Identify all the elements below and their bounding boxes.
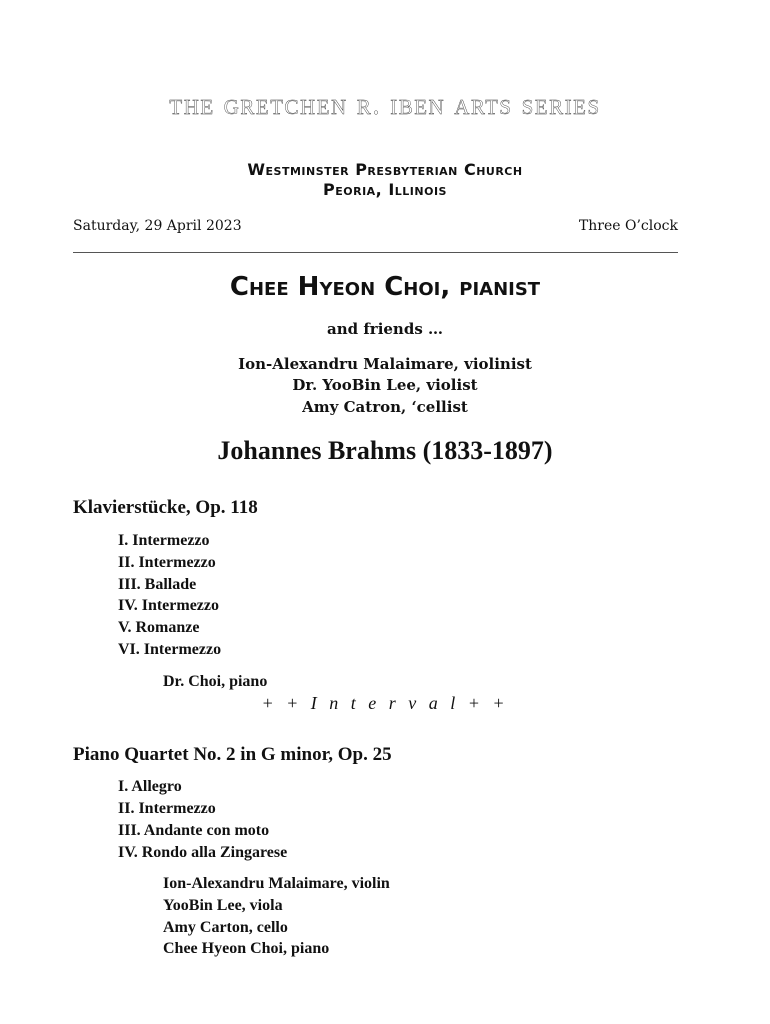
- work-title: Klavierstücke, Op. 118: [73, 497, 258, 518]
- movement-item: III. Ballade: [118, 576, 197, 593]
- movement-item: V. Romanze: [118, 619, 200, 636]
- work-performer: Amy Carton, cello: [163, 919, 288, 936]
- work-performer: Dr. Choi, piano: [163, 673, 268, 690]
- composer-heading: Johannes Brahms (1833-1897): [217, 436, 553, 465]
- movement-item: I. Allegro: [118, 778, 182, 795]
- friend-performer: Dr. YooBin Lee, violist: [292, 376, 478, 394]
- series-title: the gretchen r. iben arts series: [169, 88, 601, 121]
- work-title: Piano Quartet No. 2 in G minor, Op. 25: [73, 744, 392, 765]
- movement-item: VI. Intermezzo: [118, 641, 222, 658]
- movement-item: II. Intermezzo: [118, 554, 216, 571]
- venue-location: Peoria, Illinois: [323, 180, 447, 199]
- headliner-name: Chee Hyeon Choi, pianist: [229, 272, 541, 302]
- friend-performer: Amy Catron, ‘cellist: [302, 398, 468, 416]
- movement-item: II. Intermezzo: [118, 800, 216, 817]
- venue-name: Westminster Presbyterian Church: [247, 160, 523, 179]
- and-friends-label: and friends …: [327, 320, 443, 338]
- work-performer: YooBin Lee, viola: [163, 897, 283, 914]
- concert-date: Saturday, 29 April 2023: [73, 218, 242, 234]
- friend-performer: Ion-Alexandru Malaimare, violinist: [238, 355, 532, 373]
- movement-item: IV. Rondo alla Zingarese: [118, 844, 288, 861]
- work-performer: Chee Hyeon Choi, piano: [163, 940, 330, 957]
- movement-item: IV. Intermezzo: [118, 597, 220, 614]
- concert-time: Three O’clock: [578, 218, 678, 234]
- header-divider: [73, 252, 678, 253]
- movement-item: III. Andante con moto: [118, 822, 270, 839]
- work-performer: Ion-Alexandru Malaimare, violin: [163, 875, 390, 892]
- movement-item: I. Intermezzo: [118, 532, 210, 549]
- interval-marker: + + I n t e r v a l + +: [261, 693, 509, 713]
